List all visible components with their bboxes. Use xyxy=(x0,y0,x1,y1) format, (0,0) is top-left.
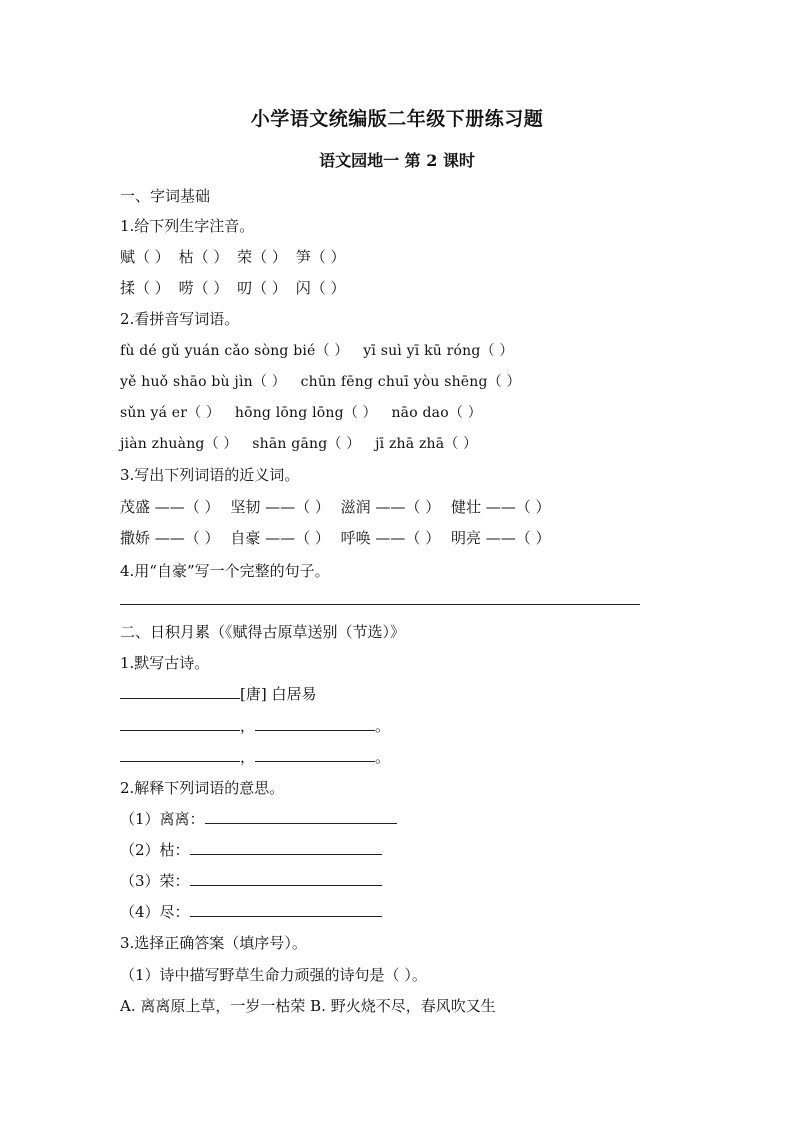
q4-answer-line[interactable] xyxy=(120,604,640,605)
q2-row-2 xyxy=(120,372,521,392)
q1-row-1 xyxy=(120,247,345,267)
period: 。 xyxy=(375,717,391,735)
q5-prompt: 1.默写古诗。 xyxy=(120,654,210,672)
q6-answer-blank[interactable] xyxy=(190,840,382,855)
q1-row-2 xyxy=(120,278,345,298)
synonym-item: 撒娇 ——（ ） xyxy=(120,529,220,547)
q6-item-3 xyxy=(120,871,382,891)
poem-line-2 xyxy=(120,747,390,767)
q1-item: 赋（ ） xyxy=(120,248,170,266)
q1-item: 荣（ ） xyxy=(237,248,287,266)
poem-title-blank[interactable] xyxy=(120,684,240,699)
pinyin-item: chūn fēng chuī yòu shēng（ ） xyxy=(300,374,521,390)
q1-item: 叨（ ） xyxy=(237,279,287,297)
synonym-item: 自豪 ——（ ） xyxy=(230,529,330,547)
q6-item-label: （1）离离： xyxy=(120,810,205,828)
q3-prompt: 3.写出下列词语的近义词。 xyxy=(120,466,300,484)
pinyin-item: hōng lōng lōng（ ） xyxy=(234,405,377,421)
pinyin-item: nāo dao（ ） xyxy=(391,405,482,421)
pinyin-item: jī zhā zhā（ ） xyxy=(375,436,478,452)
page-title: 小学语文统编版二年级下册练习题 xyxy=(250,108,544,130)
synonym-item: 坚韧 ——（ ） xyxy=(230,498,330,516)
q1-item: 唠（ ） xyxy=(178,279,229,297)
pinyin-item: shān gāng（ ） xyxy=(252,436,361,452)
q1-item: 揉（ ） xyxy=(120,279,170,297)
comma: ， xyxy=(240,748,256,766)
synonym-item: 滋润 ——（ ） xyxy=(340,498,441,516)
section-heading-1: 一、字词基础 xyxy=(120,187,211,205)
q3-row-2 xyxy=(120,528,551,548)
pinyin-item: yě huǒ shāo bù jìn（ ） xyxy=(120,374,286,390)
page-subtitle: 语文园地一 第 2 课时 xyxy=(319,151,475,170)
q6-item-2 xyxy=(120,840,382,860)
q1-item: 闪（ ） xyxy=(295,279,346,297)
q1-item: 笋（ ） xyxy=(295,248,346,266)
pinyin-item: jiàn zhuàng（ ） xyxy=(120,436,238,452)
synonym-item: 健壮 ——（ ） xyxy=(450,498,551,516)
q6-item-label: （3）荣： xyxy=(120,872,190,890)
synonym-item: 明亮 ——（ ） xyxy=(450,529,551,547)
poem-author: [唐] 白居易 xyxy=(240,685,317,703)
q4-prompt: 4.用“自豪”写一个完整的句子。 xyxy=(120,562,330,580)
poem-blank[interactable] xyxy=(255,747,375,762)
q7-options: A. 离离原上草，一岁一枯荣 B. 野火烧不尽，春风吹又生 xyxy=(120,997,496,1015)
q1-item: 枯（ ） xyxy=(178,248,229,266)
q6-answer-blank[interactable] xyxy=(190,871,382,886)
comma: ， xyxy=(240,717,256,735)
q6-item-label: （2）枯： xyxy=(120,841,190,859)
period: 。 xyxy=(375,748,391,766)
q6-item-4 xyxy=(120,902,382,922)
section-heading-2: 二、日积月累（《赋得古原草送别（节选）》 xyxy=(120,623,406,641)
q6-item-1 xyxy=(120,809,397,829)
q6-answer-blank[interactable] xyxy=(205,809,397,824)
q7-prompt: 3.选择正确答案（填序号）。 xyxy=(120,934,307,952)
pinyin-item: yī suì yī kū róng（ ） xyxy=(363,343,514,359)
synonym-item: 茂盛 ——（ ） xyxy=(120,498,220,516)
q2-row-4 xyxy=(120,434,477,454)
q7-sub-1: （1）诗中描写野草生命力顽强的诗句是（ ）。 xyxy=(120,966,427,984)
q6-prompt: 2.解释下列词语的意思。 xyxy=(120,779,285,797)
q2-row-1 xyxy=(120,341,514,361)
poem-title-line xyxy=(120,684,316,704)
pinyin-item: sǔn yá er（ ） xyxy=(120,405,221,421)
poem-blank[interactable] xyxy=(255,716,375,731)
q3-row-1 xyxy=(120,497,551,517)
pinyin-item: fù dé gǔ yuán cǎo sòng bié（ ） xyxy=(120,343,349,359)
q2-prompt: 2.看拼音写词语。 xyxy=(120,310,240,328)
q6-answer-blank[interactable] xyxy=(190,902,382,917)
synonym-item: 呼唤 ——（ ） xyxy=(340,529,441,547)
q2-row-3 xyxy=(120,403,482,423)
q6-item-label: （4）尽： xyxy=(120,903,190,921)
poem-blank[interactable] xyxy=(120,747,240,762)
q1-prompt: 1.给下列生字注音。 xyxy=(120,217,255,235)
poem-blank[interactable] xyxy=(120,716,240,731)
poem-line-1 xyxy=(120,716,390,736)
